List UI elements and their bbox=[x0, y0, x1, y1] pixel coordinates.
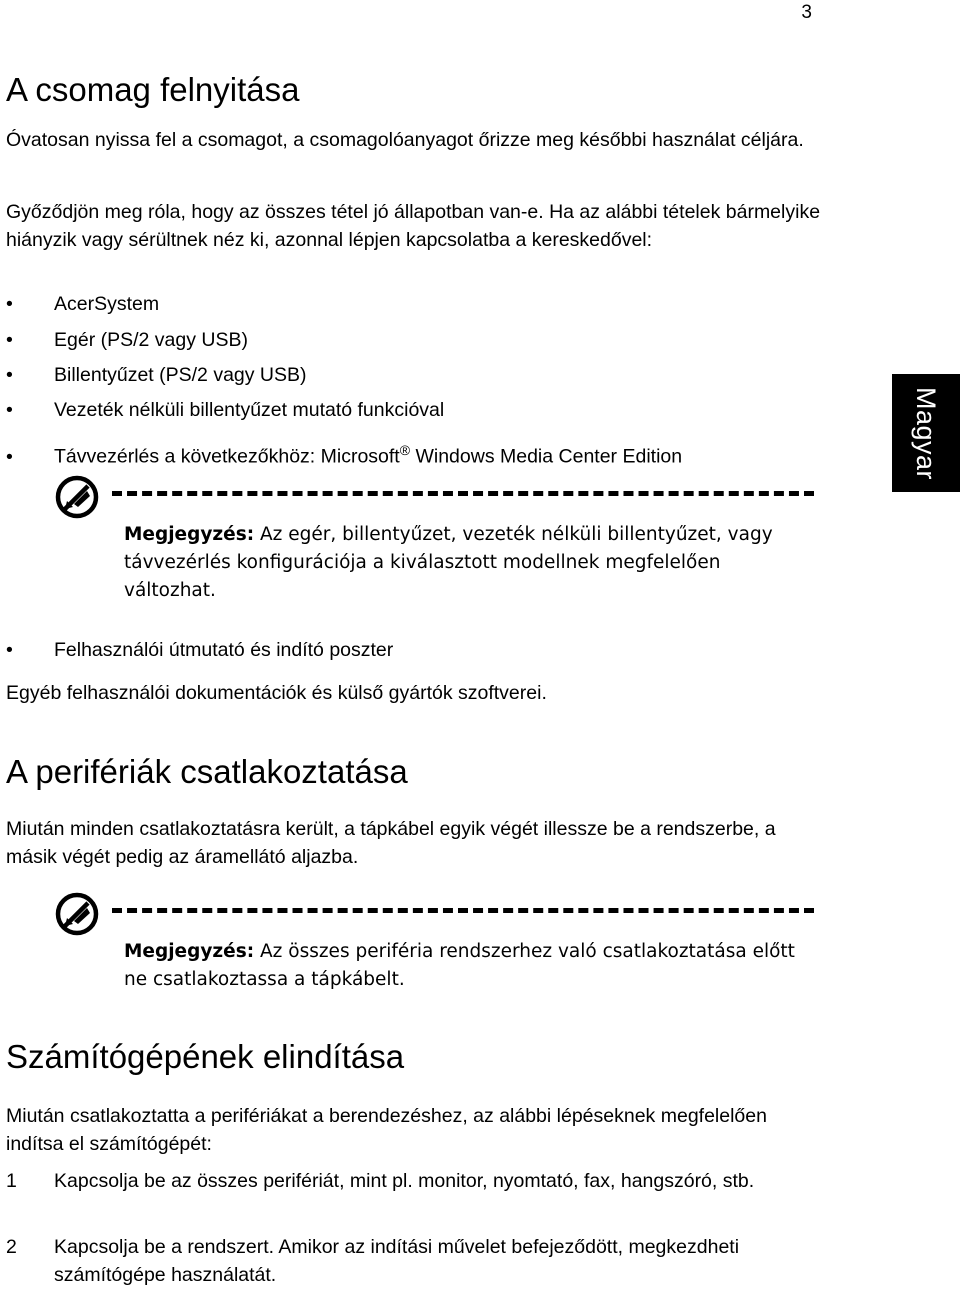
paragraph: Óvatosan nyissa fel a csomagot, a csomagolóanyagot őrizze meg későbbi használat céljára. bbox=[6, 129, 804, 151]
note-pencil-icon bbox=[54, 474, 100, 520]
list-item bbox=[6, 436, 682, 471]
bullet: • bbox=[6, 364, 13, 386]
note-text: Az egér, billentyűzet, vezeték nélküli billentyűzet, vagy távvezérlés konfigurációja a kiválasztott modellnek megfelelően változhat. bbox=[124, 524, 773, 601]
list-item-text: Billentyűzet (PS/2 vagy USB) bbox=[54, 364, 307, 386]
paragraph: Miután minden csatlakoztatásra került, a tápkábel egyik végét illessze be a rendszerbe, a másik végét pedig az áramellátó aljazba. bbox=[6, 818, 776, 868]
list-item-text: Egér (PS/2 vagy USB) bbox=[54, 329, 248, 351]
note-block bbox=[124, 521, 814, 605]
step-number: 1 bbox=[6, 1170, 17, 1192]
language-label: Magyar bbox=[911, 386, 942, 480]
section-heading-unpacking: A csomag felnyitása bbox=[6, 71, 300, 108]
paragraph: Győződjön meg róla, hogy az összes tétel jó állapotban van-e. Ha az alábbi tételek bármelyike hiányzik vagy sérültnek néz ki, azonnal lépjen kapcsolatba a kereskedővel: bbox=[6, 201, 821, 251]
list-item-text: Vezeték nélküli billentyűzet mutató funkcióval bbox=[54, 399, 445, 421]
bullet: • bbox=[6, 329, 13, 351]
numbered-step bbox=[6, 1167, 814, 1195]
list-item bbox=[6, 326, 248, 354]
bullet: • bbox=[6, 445, 13, 468]
list-item-text: Windows Media Center Edition bbox=[410, 445, 683, 468]
list-item bbox=[6, 290, 159, 318]
list-item bbox=[6, 636, 393, 664]
list-item bbox=[6, 361, 307, 389]
bullet: • bbox=[6, 399, 13, 421]
paragraph: Miután csatlakoztatta a perifériákat a berendezéshez, az alábbi lépéseknek megfelelően indítsa el számítógépét: bbox=[6, 1105, 767, 1155]
page-number: 3 bbox=[801, 2, 812, 23]
numbered-step bbox=[6, 1233, 814, 1289]
section-heading-startup: Számítógépének elindítása bbox=[6, 1038, 405, 1075]
note-pencil-icon bbox=[54, 891, 100, 937]
list-item-text: Felhasználói útmutató és indító poszter bbox=[54, 639, 394, 661]
note-label: Megjegyzés: bbox=[124, 524, 255, 545]
note-text: Az összes periféria rendszerhez való csatlakoztatása előtt ne csatlakoztassa a tápkábelt. bbox=[124, 941, 795, 990]
note-divider bbox=[112, 491, 814, 496]
bullet: • bbox=[6, 639, 13, 661]
bullet: • bbox=[6, 293, 13, 315]
list-item-text: Távvezérlés a következőkhöz: Microsoft bbox=[54, 445, 400, 468]
list-item bbox=[6, 396, 444, 424]
step-text: Kapcsolja be az összes perifériát, mint pl. monitor, nyomtató, fax, hangszóró, stb. bbox=[54, 1170, 755, 1192]
note-block bbox=[124, 938, 814, 994]
paragraph: Egyéb felhasználói dokumentációk és külső gyártók szoftverei. bbox=[6, 682, 547, 704]
note-divider bbox=[112, 908, 814, 913]
registered-mark: ® bbox=[399, 442, 411, 458]
step-number: 2 bbox=[6, 1236, 17, 1258]
step-text: Kapcsolja be a rendszert. Amikor az indítási művelet befejeződött, megkezdheti számítógépe használatát. bbox=[54, 1236, 740, 1286]
list-item-text: AcerSystem bbox=[54, 293, 160, 315]
note-label: Megjegyzés: bbox=[124, 941, 255, 962]
language-side-tab bbox=[892, 374, 960, 492]
section-heading-peripherals: A perifériák csatlakoztatása bbox=[6, 753, 408, 790]
